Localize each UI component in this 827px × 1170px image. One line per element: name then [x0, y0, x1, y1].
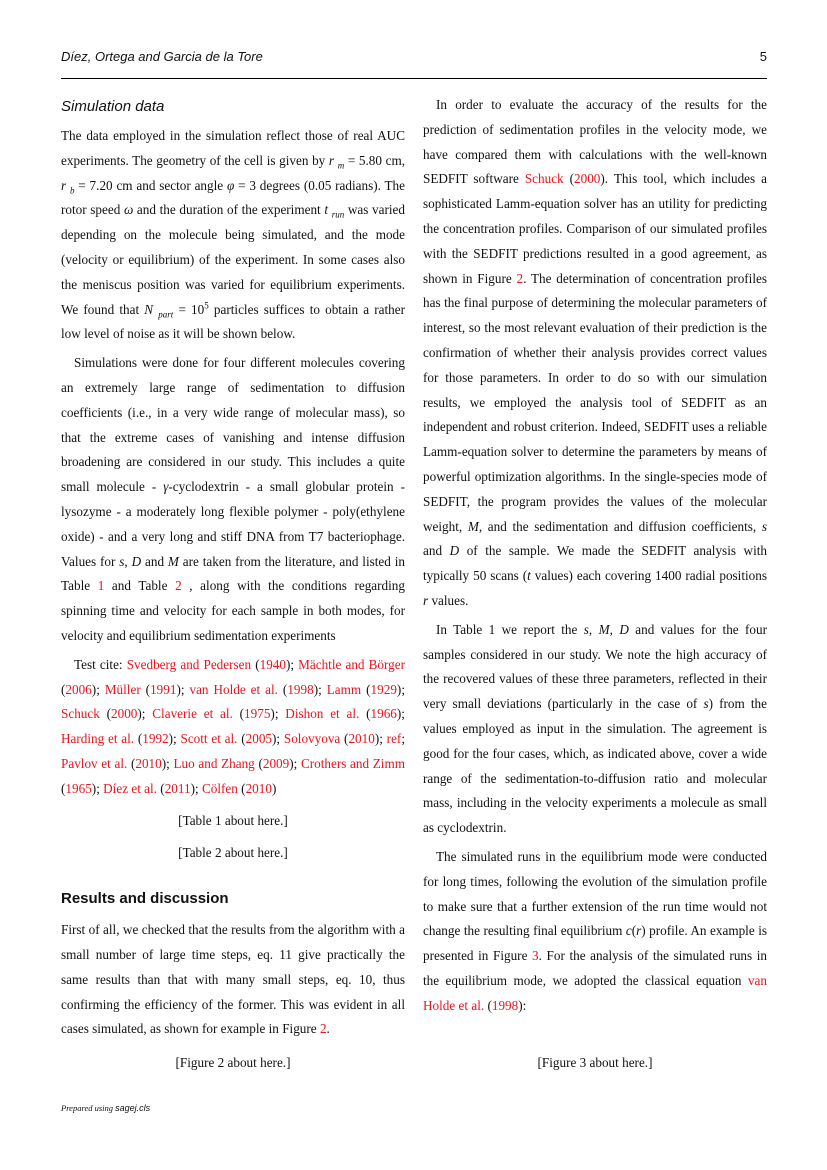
header-rule	[61, 78, 767, 79]
math-m: M	[167, 553, 179, 569]
paragraph-simulation-1	[61, 124, 405, 347]
citation-link[interactable]: Crothers and Zimm	[300, 755, 405, 771]
text: values) each covering 1400 radial positions	[530, 568, 767, 584]
math-d: D	[619, 621, 629, 637]
figure3-placeholder: [Figure 3 about here.]	[537, 1055, 653, 1070]
citation-year-link[interactable]: 2011	[164, 780, 191, 796]
text: = 7.20 cm and sector angle	[74, 177, 227, 193]
left-column	[61, 93, 405, 1046]
citation-year-link[interactable]: 2000	[574, 171, 601, 187]
math-m: M	[598, 621, 610, 637]
paragraph-results-1	[61, 918, 405, 1042]
math-r: r	[423, 592, 429, 608]
math-s: s	[119, 553, 125, 569]
running-head	[61, 49, 767, 67]
right-column	[423, 93, 767, 1022]
page-number: 5	[759, 49, 767, 64]
text: = 3 degrees (0.05 radians). The rotor speed	[61, 177, 405, 218]
citation-link[interactable]: Schuck	[524, 171, 564, 187]
footer-text: Prepared using	[61, 1103, 116, 1113]
text: Test cite:	[74, 656, 127, 672]
citation-year-link[interactable]: 1998	[491, 997, 519, 1013]
text: The simulated runs in the equilibrium mode were conducted for long times, following the evolution of the simulation profile to make sure that a further extension of the run time would not change the resulting final equilibrium	[423, 848, 767, 939]
citation-link[interactable]: Müller	[104, 681, 141, 697]
citation-link[interactable]: van Holde et al.	[189, 681, 278, 697]
citation-link[interactable]: Dishon et al.	[285, 706, 360, 722]
math-d: D	[131, 553, 142, 569]
text: . The determination of concentration profiles has the final purpose of determining the molecular parameters of interest, so the most relevant evaluation of their prediction is the confirmation of whether their analysis provides correct values for those parameters. In order to do so with our simulation results, we employed the analysis tool of SEDFIT as an independent and robust criterion. Indeed, SEDFIT uses a reliable Lamm-equation solver to determine the parameters by means of powerful optimization algorithms. In the single-species mode of SEDFIT, the program provides the values of the molecular weight,	[423, 270, 767, 534]
text: In Table 1 we report the	[436, 621, 584, 637]
text: and	[423, 543, 450, 559]
citation-link[interactable]: Svedberg and Pedersen	[126, 656, 252, 672]
figure2-placeholder: [Figure 2 about here.]	[175, 1055, 291, 1070]
text: The data employed in the simulation reflect those of real AUC experiments. The geometry of the cell is given by	[61, 128, 405, 168]
citation-link[interactable]: Pavlov et al.	[61, 755, 128, 771]
table2-placeholder: [Table 2 about here.]	[178, 845, 288, 861]
text: and	[141, 553, 168, 569]
math-gamma: γ	[163, 479, 169, 495]
citation-link[interactable]: van Holde et al.	[423, 972, 767, 1013]
text: , and the sedimentation and diffusion coefficients,	[478, 518, 762, 534]
figure-ref-link[interactable]: 2	[516, 270, 524, 286]
math-sup: 5	[204, 300, 209, 311]
paragraph-right-1: In order to evaluate the accuracy of the results for the prediction of sedimentation profiles in the velocity mode, we have compared them with calculations with the well-known SEDFIT software Schuck (2000). This tool, which includes a sophisticated Lamm-equation solver has an utility for predicting the concentration profiles. Comparison of our simulated profiles with the SEDFIT predictions resulted in a good agreement, as shown in Figure 2. The determination of concentration profiles has the final purpose of determining the molecular parameters of interest, so the most relevant evaluation of their prediction is the confirmation of whether their analysis provides correct values for those parameters. In order to do so with our simulation results, we employed the analysis tool of SEDFIT as an independent and robust criterion. Indeed, SEDFIT uses a reliable Lamm-equation solver to determine the parameters by means of powerful optimization algorithms. In the single-species mode of SEDFIT, the program provides the values of the molecular weight, M, and the sedimentation and diffusion coefficients, s and D of the sample. We made the SEDFIT analysis with typically 50 scans (t values) each covering 1400 radial positions r values.	[423, 97, 767, 608]
math-n: N	[144, 301, 154, 317]
citation-link[interactable]: Díez et al.	[103, 780, 157, 796]
figure-ref-link[interactable]: 2	[319, 1021, 327, 1037]
math-c: c	[625, 923, 632, 939]
text: of the sample. We made the SEDFIT analysis with typically 50 scans (	[423, 543, 767, 584]
math-t: t	[527, 568, 531, 584]
text: , along with the conditions regarding spinning time and velocity for each sample in both modes, for velocity and equilibrium sedimentation experiments	[61, 578, 405, 643]
citation-link[interactable]: Claverie et al.	[152, 706, 233, 722]
math-s: s	[761, 518, 767, 534]
text: ,	[588, 621, 599, 637]
math-d: D	[449, 543, 460, 559]
text: = 5.80 cm,	[344, 152, 406, 168]
citation-year-link[interactable]: 1929	[370, 681, 397, 697]
citation-link[interactable]: Scott et al.	[180, 731, 238, 747]
citation-link[interactable]: Lamm	[326, 681, 362, 697]
citation-link[interactable]: Schuck	[61, 706, 100, 722]
math-sub: part	[158, 309, 174, 320]
text: ) from the values employed as input in the simulation. The agreement is good for the four cases, which, as indicated above, cover a wide range of the sedimentation-to-diffusion ratio and molecular mass, including in the velocity experiments a molecule as small as cyclodextrin.	[423, 696, 767, 836]
citation-link[interactable]: Cölfen	[201, 780, 238, 796]
citation-year-link[interactable]: 2005	[245, 731, 273, 747]
figure-ref-link[interactable]: 3	[532, 948, 539, 964]
footer-class-name: sagej.cls	[115, 1103, 151, 1113]
text: (	[631, 923, 637, 939]
citation-year-link[interactable]: 1991	[150, 681, 177, 697]
text: Simulations were done for four different molecules covering an extremely large range of sedimentation to diffusion coefficients (i.e., in a very wide range of molecular mass), so that the extreme cases of vanishing and intense diffusion broadening are considered in our study. This includes a quite small molecule -	[61, 355, 405, 495]
math-r: r	[61, 177, 67, 193]
paragraph-right-3: The simulated runs in the equilibrium mode were conducted for long times, following the evolution of the simulation profile to make sure that a further extension of the run time would not change the resulting final equilibrium c(r) profile. An example is presented in Figure 3. For the analysis of the simulated runs in the equilibrium mode, we adopted the classical equation van Holde et al. (1998):	[423, 848, 767, 1013]
table-ref-link[interactable]: 2	[175, 578, 182, 594]
citation-year-link[interactable]: 2010	[245, 780, 272, 796]
footer	[61, 1103, 150, 1113]
citation-year-link[interactable]: 2010	[348, 731, 375, 747]
table-ref-link[interactable]: 1	[97, 578, 105, 594]
citation-year-link[interactable]: 2009	[262, 755, 290, 771]
text: . This tool, which includes a sophisticated Lamm-equation solver has an utility for predicting the concentration profiles. Comparison of our simulated profiles with the SEDFIT predictions resulted in a good agreement, as shown in Figure	[423, 171, 767, 286]
text: are taken from the literature, and listed in Table	[61, 553, 405, 594]
math-s: s	[583, 621, 589, 637]
text: )	[641, 923, 646, 939]
math-sub: run	[331, 210, 345, 221]
citation-year-link[interactable]: 2006	[65, 681, 92, 697]
running-head-authors: Díez, Ortega and Garcia de la Tore	[61, 49, 263, 64]
table1-placeholder: [Table 1 about here.]	[178, 812, 288, 828]
math-sub: m	[337, 160, 345, 171]
text: -cyclodextrin - a small globular protein - lysozyme - a moderately long flexible polymer - poly(ethylene oxide) - and a very long and stiff DNA from T7 bacteriophage. Values for	[61, 479, 406, 569]
math-r: r	[636, 923, 642, 939]
math-s: s	[703, 696, 709, 712]
citation-year-link[interactable]: 2000	[111, 706, 138, 722]
text: ):	[518, 997, 527, 1013]
text: ,	[124, 553, 132, 569]
section-title-simulation: Simulation data	[61, 98, 165, 115]
text: First of all, we checked that the results from the algorithm with a small number of large time steps, eq. 11 give practically the same results than that with many small steps, eq. 10, thus confirming the efficiency of the former. This was evident in all cases simulated, as shown for example in Figure	[61, 922, 405, 1037]
citation-link[interactable]: Solovyova	[283, 731, 341, 747]
text: = 10	[173, 301, 205, 317]
text: ,	[609, 621, 620, 637]
paragraph-test-cite: Test cite: Svedberg and Pedersen (1940); Mächtle and Börger (2006); Müller (1991); van Holde et al. (1998); Lamm (1929); Schuck (2000); Claverie et al. (1975); Dishon et al. (1966); Harding et al. (1992); Scott et al. (2005); Solovyova (2010); ref; Pavlov et al. (2010); Luo and Zhang (2009); Crothers and Zimm (1965); Díez et al. (2011); Cölfen (2010)	[61, 656, 405, 796]
citation-link[interactable]: Harding et al.	[61, 731, 135, 747]
text: In order to evaluate the accuracy of the results for the prediction of sedimentation profiles in the velocity mode, we have compared them with calculations with the well-known SEDFIT software	[423, 97, 767, 187]
citation-year-link[interactable]: 1966	[370, 706, 397, 722]
math-sub: b	[69, 185, 75, 196]
citation-link[interactable]: ref	[386, 731, 402, 747]
text: was varied depending on the molecule being simulated, and the mode (velocity or equilibrium) of the experiment. In some cases also the meniscus position was varied for equilibrium experiments. We found that	[61, 202, 405, 317]
text: and values for the four samples considered in our study. We note the high accuracy of the recovered values of these three parameters, reflected in their very small deviations (particularly in the case of	[423, 621, 768, 712]
citation-year-link[interactable]: 2010	[135, 755, 162, 771]
math-omega: ω	[123, 202, 134, 218]
math-m: M	[467, 518, 479, 534]
citation-link[interactable]: Luo and Zhang	[173, 755, 255, 771]
citation-year-link[interactable]: 1998	[287, 681, 314, 697]
text: .	[326, 1021, 330, 1037]
section-title-results: Results and discussion	[61, 890, 229, 908]
text: . For the analysis of the simulated runs in the equilibrium mode, we adopted the classical equation	[423, 948, 767, 988]
citation-link[interactable]: Mächtle and Börger	[298, 656, 405, 672]
math-phi: φ	[226, 177, 235, 193]
math-t: t	[324, 202, 329, 218]
text: particles suffices to obtain a rather low level of noise as it will be shown below.	[61, 301, 406, 342]
text: profile. An example is presented in Figure	[423, 923, 767, 964]
text: and the duration of the experiment	[133, 202, 325, 218]
citation-year-link[interactable]: 1940	[259, 656, 286, 672]
paragraph-simulation-2	[61, 351, 405, 649]
citation-year-link[interactable]: 1992	[142, 731, 169, 747]
citation-year-link[interactable]: 1965	[65, 780, 92, 796]
citation-year-link[interactable]: 1975	[244, 706, 271, 722]
text: values.	[428, 592, 469, 608]
paragraph-right-2	[423, 618, 767, 841]
math-r: r	[328, 152, 335, 168]
text: and Table	[104, 578, 176, 594]
